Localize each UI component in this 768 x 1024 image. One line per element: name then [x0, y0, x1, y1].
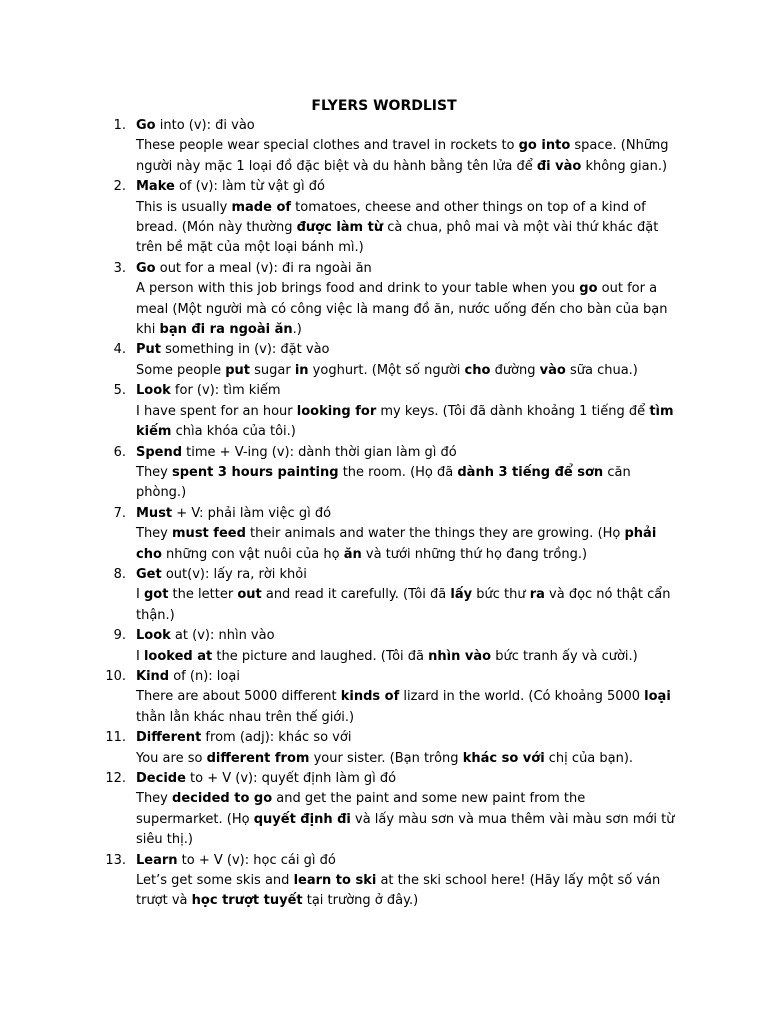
item-number: 11. [105, 730, 126, 746]
text-run: out(v): lấy ra, rời khỏi [161, 566, 307, 582]
entry-example [136, 402, 676, 443]
bold-phrase: go [579, 281, 598, 297]
list-item [0, 116, 768, 177]
bold-phrase: Put [136, 342, 161, 358]
bold-phrase: learn to ski [293, 873, 377, 889]
text-run: for (v): tìm kiếm [170, 383, 281, 399]
bold-phrase: Learn [136, 852, 178, 868]
bold-phrase: quyết định đi [253, 811, 351, 827]
text-run: and get the paint and some new paint from the supermarket. (Họ [136, 791, 586, 827]
entry-example [136, 524, 676, 565]
entry-headword [136, 667, 676, 687]
text-run: sugar [249, 362, 295, 378]
entry-example [136, 789, 676, 850]
text-run: They [136, 464, 173, 480]
list-item [0, 667, 768, 728]
text-run: A person with this job brings food and drink to your table when you [136, 281, 580, 297]
list-item [0, 504, 768, 565]
text-run: .) [292, 322, 302, 338]
text-run: something in (v): đặt vào [161, 342, 330, 358]
list-item [0, 851, 768, 912]
bold-phrase: go into [518, 138, 571, 154]
bold-phrase: đi vào [536, 158, 582, 174]
bold-phrase: nhìn vào [428, 648, 492, 664]
bold-phrase: looked at [143, 648, 213, 664]
list-item [0, 340, 768, 381]
list-item [0, 728, 768, 769]
item-number: 12. [105, 771, 126, 786]
text-run: into (v): đi vào [155, 118, 255, 133]
text-run: You are so [136, 750, 207, 766]
entry-example [136, 361, 676, 381]
bold-phrase: Decide [136, 771, 186, 786]
entry-example [136, 585, 676, 626]
bold-phrase: out [237, 587, 262, 603]
bold-phrase: Spend [136, 444, 183, 460]
text-run: tại trường ở đây.) [302, 893, 419, 909]
text-run: Let’s get some skis and [136, 873, 294, 889]
text-run: căn phòng.) [136, 464, 631, 501]
text-run: They [136, 526, 173, 542]
bold-phrase: bạn đi ra ngoài ăn [159, 322, 293, 338]
entry-headword [136, 340, 676, 360]
bold-phrase: put [225, 362, 250, 378]
item-number: 1. [113, 118, 126, 133]
bold-phrase: different from [206, 750, 310, 766]
bold-phrase: vào [539, 362, 566, 378]
bold-phrase: Look [136, 628, 171, 644]
text-run: thằn lằn khác nhau trên thế giới.) [136, 709, 355, 725]
bold-phrase: Go [136, 118, 156, 133]
entry-headword [136, 443, 676, 463]
wordlist [0, 116, 768, 912]
item-number: 7. [113, 505, 126, 521]
text-run: their animals and water the things they are growing. (Họ [245, 526, 625, 542]
bold-phrase: lấy [450, 587, 473, 603]
list-item [0, 626, 768, 667]
entry-example [136, 647, 676, 667]
text-run: và đọc nó thật cẩn thận.) [136, 587, 671, 623]
entry-headword [136, 626, 676, 646]
list-item [0, 565, 768, 626]
entry-example [136, 749, 676, 769]
text-run: tomatoes, cheese and other things on top of a kind of bread. (Món này thường [136, 199, 646, 236]
bold-phrase: got [143, 587, 169, 603]
item-number: 6. [113, 444, 126, 460]
text-run: chị của bạn). [544, 750, 634, 766]
bold-phrase: looking for [296, 403, 377, 419]
bold-phrase: tìm kiếm [136, 403, 674, 440]
text-run: from (adj): khác so với [201, 730, 352, 746]
item-number: 10. [105, 668, 126, 684]
text-run: my keys. (Tôi đã dành khoảng 1 tiếng để [376, 403, 650, 419]
bold-phrase: in [294, 362, 309, 378]
bold-phrase: Different [136, 730, 202, 746]
bold-phrase: ăn [343, 546, 362, 562]
list-item [0, 259, 768, 341]
text-run: at (v): nhìn vào [170, 628, 275, 644]
text-run: the room. (Họ đã [338, 464, 458, 480]
item-number: 8. [113, 566, 126, 582]
list-item [0, 381, 768, 442]
list-item [0, 443, 768, 504]
bold-phrase: kinds of [340, 689, 400, 705]
bold-phrase: dành 3 tiếng để sơn [457, 464, 604, 480]
text-run: the picture and laughed. (Tôi đã [212, 648, 429, 664]
text-run: There are about 5000 different [136, 689, 341, 705]
entry-headword [136, 565, 676, 585]
entry-headword [136, 259, 676, 279]
bold-phrase: ra [529, 587, 545, 603]
bold-phrase: Get [136, 566, 162, 582]
text-run: the letter [168, 587, 238, 603]
text-run: và tưới những thứ họ đang trồng.) [361, 546, 588, 562]
text-run: yoghurt. (Một số người [308, 362, 465, 378]
text-run: Some people [136, 362, 226, 378]
bold-phrase: cho [464, 362, 491, 378]
text-run: These people wear special clothes and travel in rockets to [136, 138, 519, 154]
text-run: This is usually [136, 199, 232, 215]
bold-phrase: spent 3 hours painting [172, 464, 339, 480]
text-run: to + V (v): học cái gì đó [177, 852, 336, 868]
bold-phrase: Look [136, 383, 171, 399]
text-run: of (n): loại [169, 668, 240, 684]
bold-phrase: học trượt tuyết [191, 893, 303, 909]
bold-phrase: Kind [136, 668, 170, 684]
entry-headword [136, 116, 676, 136]
text-run: and read it carefully. (Tôi đã [261, 587, 451, 603]
text-run: bức thư [472, 587, 530, 603]
entry-example [136, 463, 676, 504]
list-item [0, 769, 768, 851]
entry-example [136, 871, 676, 912]
text-run: to + V (v): quyết định làm gì đó [185, 771, 397, 786]
text-run: đường [490, 362, 540, 378]
bold-phrase: khác so với [462, 750, 545, 766]
text-run: of (v): làm từ vật gì đó [174, 179, 325, 195]
text-run: chìa khóa của tôi.) [171, 424, 296, 440]
item-number: 4. [113, 342, 126, 358]
entry-headword [136, 851, 676, 871]
bold-phrase: Must [136, 505, 173, 521]
page-title: FLYERS WORDLIST [311, 98, 457, 114]
item-number: 2. [113, 179, 126, 195]
item-number: 3. [113, 260, 126, 276]
bold-phrase: must feed [172, 526, 246, 542]
bold-phrase: decided to go [172, 791, 273, 807]
text-run: space. (Những người này mặc 1 loại đồ đặc biệt và du hành bằng tên lửa để [136, 138, 669, 174]
text-run: time + V-ing (v): dành thời gian làm gì đó [182, 444, 457, 460]
item-number: 9. [113, 628, 126, 644]
text-run: I have spent for an hour [136, 403, 297, 419]
bold-phrase: loại [644, 689, 671, 705]
list-item [0, 177, 768, 259]
text-run: sữa chua.) [565, 362, 638, 378]
text-run: những con vật nuôi của họ [161, 546, 344, 562]
text-run: I [136, 648, 144, 664]
entry-headword [136, 381, 676, 401]
bold-phrase: được làm từ [296, 220, 384, 236]
text-run: không gian.) [581, 158, 668, 174]
entry-example [136, 687, 676, 728]
item-number: 5. [113, 383, 126, 399]
entry-headword [136, 177, 676, 197]
entry-headword [136, 504, 676, 524]
text-run: I [136, 587, 144, 603]
text-run: out for a meal (v): đi ra ngoài ăn [155, 260, 372, 276]
entry-example [136, 279, 676, 340]
text-run: out for a meal (Một người mà có công việc là mang đồ ăn, nước uống đến cho bàn của bạn khi [136, 281, 668, 338]
entry-example [136, 136, 676, 177]
bold-phrase: Go [136, 260, 156, 276]
entry-headword [136, 769, 676, 789]
bold-phrase: Make [136, 179, 175, 195]
text-run: cà chua, phô mai và một vài thứ khác đặt trên bề mặt của một loại bánh mì.) [136, 220, 659, 256]
text-run: bức tranh ấy và cười.) [491, 648, 638, 664]
text-run: lizard in the world. (Có khoảng 5000 [399, 689, 645, 705]
item-number: 13. [105, 852, 126, 868]
text-run: + V: phải làm việc gì đó [172, 505, 332, 521]
text-run: your sister. (Bạn trông [309, 750, 463, 766]
text-run: và lấy màu sơn và mua thêm vài màu sơn mới từ siêu thị.) [136, 811, 675, 848]
entry-example [136, 198, 676, 259]
bold-phrase: made of [231, 199, 292, 215]
entry-headword [136, 728, 676, 748]
text-run: at the ski school here! (Hãy lấy một số ván trượt và [136, 873, 661, 909]
bold-phrase: phải cho [136, 526, 657, 562]
text-run: They [136, 791, 173, 807]
